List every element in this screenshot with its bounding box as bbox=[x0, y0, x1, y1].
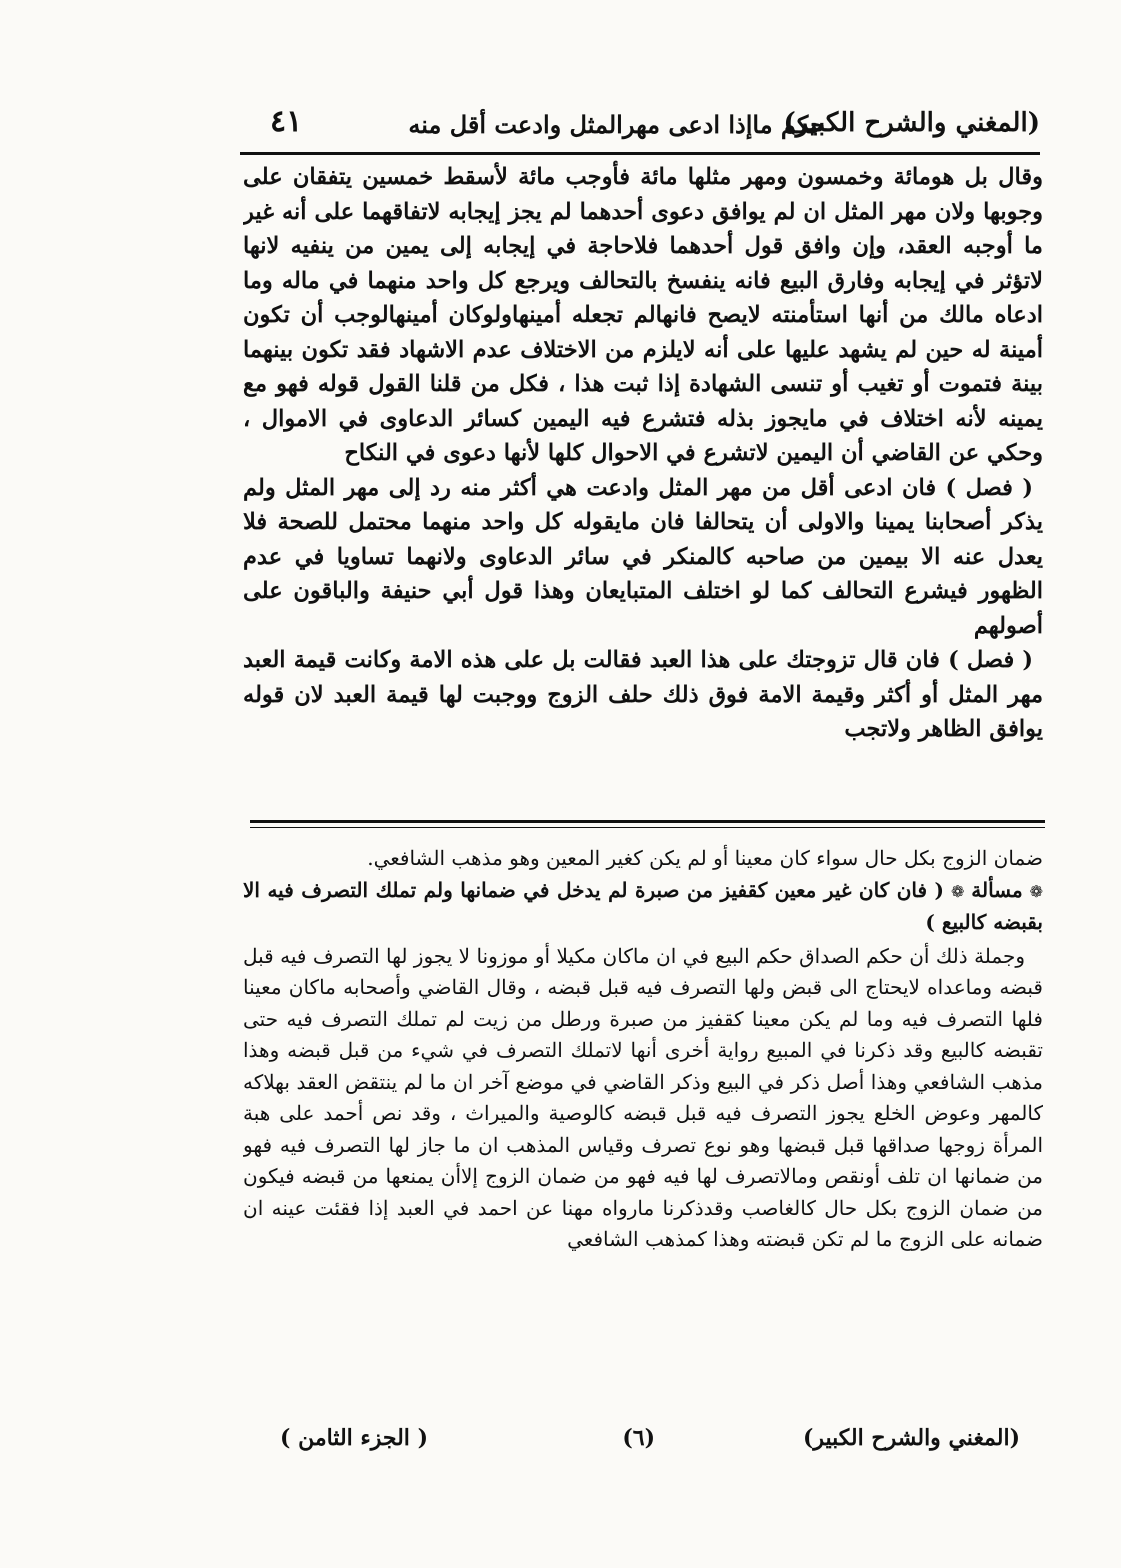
main-paragraph-fasl: ( فصل ) فان قال تزوجتك على هذا العبد فقالت بل على هذه الامة وكانت قيمة العبد مهر المثل أو أكثر وقيمة الامة فوق ذلك حلف الزوج ووجبت لها قيمة العبد لان قوله يوافق الظاهر ولاتجب bbox=[243, 647, 1043, 742]
page-footer bbox=[280, 1425, 1020, 1465]
header-book-title: (المغني والشرح الكبير) bbox=[783, 108, 1040, 138]
header-section-title: حكم ماإذا ادعى مهرالمثل وادعت أقل منه bbox=[408, 110, 825, 139]
commentary-text bbox=[243, 843, 1043, 1421]
footer-book-title: (المغني والشرح الكبير) bbox=[802, 1425, 1020, 1451]
running-header bbox=[270, 100, 1040, 150]
masala-text: ( فان كان غير معين كقفيز من صبرة لم يدخل في ضمانها ولم تملك التصرف فيه الا بقبضه كالبيع ) bbox=[243, 877, 1043, 934]
ornament-icon: ❁ bbox=[950, 881, 965, 901]
commentary-line: ضمان الزوج بكل حال سواء كان معينا أو لم يكن كغير المعين وهو مذهب الشافعي. bbox=[367, 846, 1043, 870]
main-paragraph-fasl: ( فصل ) فان ادعى أقل من مهر المثل وادعت هي أكثر منه رد إلى مهر المثل ولم يذكر أصحابنا يمينا والاولى أن يتحالفا فان مايقوله كل واحد منهما محتمل للصحة فلا يعدل عنه الا بيمين من صاحبه كالمنكر في سائر الدعاوى ولانهما تساويا في عدم الظهور فيشرع التحالف كما لو اختلف المتبايعان وهذا قول أبي حنيفة والباقون على أصولهم bbox=[243, 474, 1043, 639]
masala-label: مسألة bbox=[971, 877, 1023, 902]
main-text bbox=[243, 160, 1043, 815]
commentary-paragraph: وجملة ذلك أن حكم الصداق حكم البيع في ان ماكان مكيلا أو موزونا لا يجوز لها التصرف فيه قبل قبضه وماعداه لايحتاج الى قبض ولها التصرف فيه قبل قبضه ، وقال القاضي وأصحابه ماكان معينا فلها التصرف فيه وما لم يكن معينا كقفيز من صبرة ورطل من زيت لم تملك التصرف فيه حتى تقبضه كالبيع وقد ذكرنا في المبيع رواية أخرى أنها لاتملك التصرف في شيء من قبل قبضه وهذا مذهب الشافعي وهذا أصل ذكر في البيع وذكر القاضي في موضع آخر ان ما لم ينتقض العقد بهلاكه كالمهر وعوض الخلع يجوز التصرف فيه قبل قبضه كالوصية والميراث ، وقد نص أحمد على هبة المرأة زوجها صداقها قبل قبضها وهو نوع تصرف وقياس المذهب ان ما جاز لها التصرف فيه فهو من ضمانها ان تلف أونقص ومالاتصرف لها فيه فهو من ضمان الزوج إلاأن يمنعها من قبضه فيكون من ضمان الزوج بكل حال كالغاصب وقدذكرنا مارواه مهنا عن احمد في العبد إذا فقئت عينه ان ضمانه على الزوج ما لم تكن قبضته وهذا كمذهب الشافعي bbox=[243, 943, 1043, 1251]
separator-thin bbox=[250, 827, 1045, 828]
ornament-icon: ❁ bbox=[1029, 881, 1043, 901]
footer-signature: (٦) bbox=[622, 1425, 655, 1451]
masala-block bbox=[243, 875, 1043, 939]
main-paragraph: وقال بل هومائة وخمسون ومهر مثلها مائة فأوجب مائة لأسقط خمسين يتفقان على وجوبها ولان مهر المثل ان لم يوافق دعوى أحدهما لم يجز إيجابه لاتفاقهما على أنه غير ما أوجبه العقد، وإن وافق قول أحدهما فلاحاجة في إيجابه إلى يمين من ينفيه لانها لاتؤثر في إيجابه وفارق البيع فانه ينفسخ بالتحالف ويرجع كل واحد منهما في ماله وما ادعاه مالك من أنها استأمنته لايصح فانهالم تجعله أمينهاولوكان أمينهالوجب أن تكون أمينة له حين لم يشهد عليها على أنه لايلزم من الاختلاف عدم الاشهاد فقد تكون بينهما بينة فتموت أو تغيب أو تنسى الشهادة إذا ثبت هذا ، فكل من قلنا القول قوله فهو مع يمينه لأنه اختلاف في مايجوز بذله فتشرع فيه اليمين كسائر الدعاوى في الاموال ، وحكي عن القاضي أن اليمين لاتشرع في الاحوال كلها لأنها دعوى في النكاح bbox=[243, 164, 1043, 466]
page-number: ٤١ bbox=[270, 104, 303, 139]
separator-thick bbox=[250, 820, 1045, 823]
footer-part: ( الجزء الثامن ) bbox=[280, 1425, 428, 1451]
header-rule bbox=[240, 152, 1040, 155]
